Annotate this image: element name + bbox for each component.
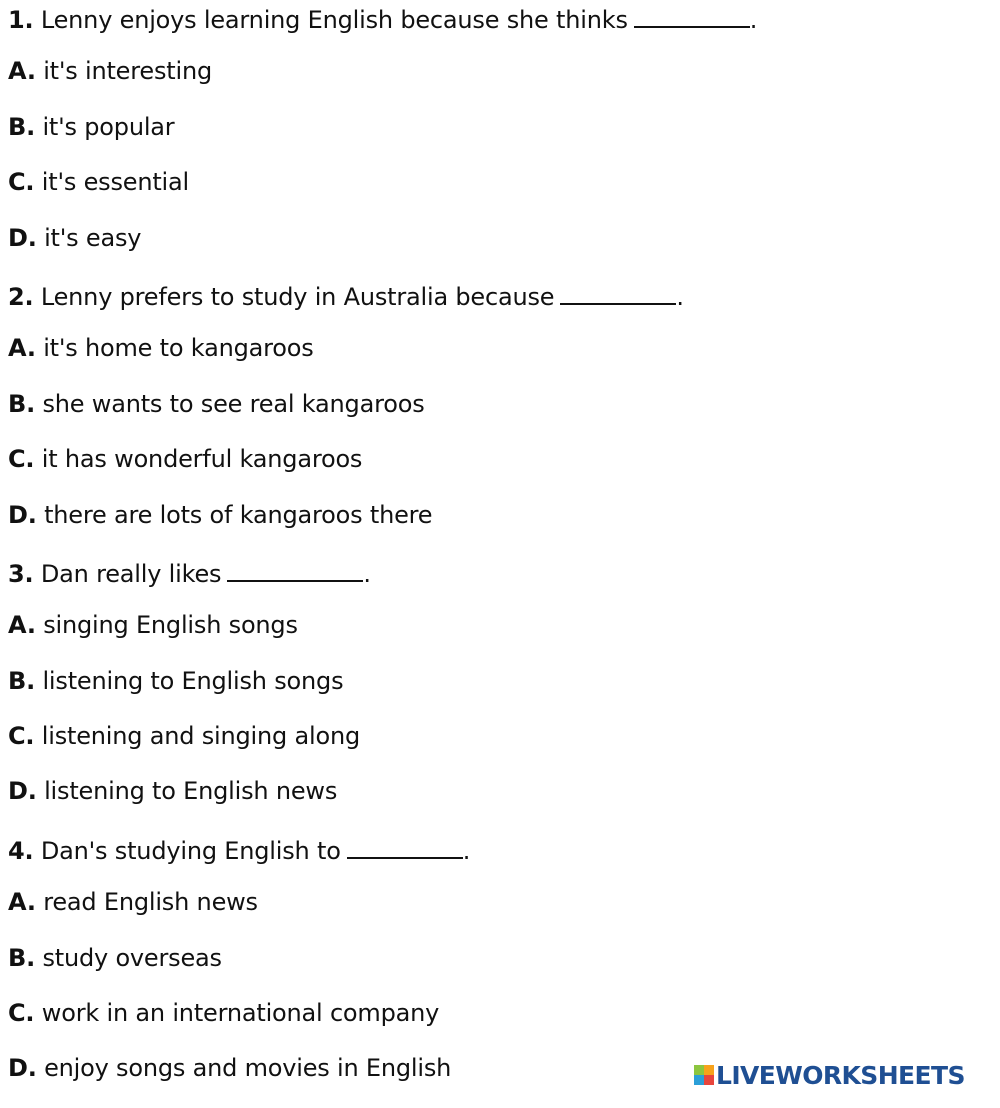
logo-square-blue <box>694 1075 704 1085</box>
option-letter: C. <box>8 168 35 197</box>
question-text: Lenny prefers to study in Australia because <box>40 282 555 311</box>
option-letter: B. <box>8 112 36 141</box>
option-2b[interactable] <box>8 388 968 443</box>
option-text: it's interesting <box>43 57 212 86</box>
option-text: it's easy <box>44 223 142 252</box>
logo-square-orange <box>704 1065 714 1075</box>
option-text: singing English songs <box>43 611 298 640</box>
option-letter: D. <box>8 777 37 806</box>
option-letter: B. <box>8 666 36 695</box>
option-text: work in an international company <box>41 999 440 1028</box>
option-3d[interactable] <box>8 775 968 830</box>
option-text: there are lots of kangaroos there <box>44 500 433 529</box>
question-end: . <box>363 559 371 588</box>
question-end: . <box>676 282 684 311</box>
worksheet <box>8 0 968 1108</box>
option-letter: C. <box>8 999 35 1028</box>
option-4b[interactable] <box>8 942 968 997</box>
answer-blank[interactable] <box>347 831 463 859</box>
option-text: it's popular <box>42 112 175 141</box>
option-1d[interactable] <box>8 222 968 277</box>
question-number: 2. <box>8 282 34 311</box>
option-text: read English news <box>43 888 258 917</box>
question-number: 1. <box>8 6 34 34</box>
logo-square-green <box>694 1065 704 1075</box>
question-3 <box>8 554 968 609</box>
question-end: . <box>462 836 471 865</box>
question-text: Dan's studying English to <box>40 836 341 865</box>
option-text: listening and singing along <box>41 722 360 751</box>
logo-square-red <box>704 1075 714 1085</box>
question-2 <box>8 277 968 332</box>
option-letter: B. <box>8 943 36 972</box>
question-number: 3. <box>8 559 34 588</box>
option-letter: B. <box>8 389 36 418</box>
option-text: listening to English news <box>44 777 338 806</box>
option-1c[interactable] <box>8 166 968 221</box>
option-letter: C. <box>8 722 35 751</box>
option-letter: C. <box>8 445 35 474</box>
option-letter: A. <box>8 57 36 86</box>
option-2d[interactable] <box>8 499 968 554</box>
option-letter: A. <box>8 334 36 363</box>
option-letter: A. <box>8 888 36 917</box>
option-letter: D. <box>8 500 37 529</box>
answer-blank[interactable] <box>634 0 750 28</box>
option-letter: D. <box>8 1054 37 1083</box>
option-text: listening to English songs <box>42 666 344 695</box>
option-1b[interactable] <box>8 111 968 166</box>
option-3c[interactable] <box>8 720 968 775</box>
question-text: Dan really likes <box>40 559 222 588</box>
liveworksheets-brand <box>694 1060 965 1090</box>
option-text: study overseas <box>42 943 222 972</box>
option-text: it has wonderful kangaroos <box>41 445 363 474</box>
option-3a[interactable] <box>8 609 968 664</box>
option-text: she wants to see real kangaroos <box>42 389 425 418</box>
question-4 <box>8 831 968 886</box>
question-1 <box>8 0 968 55</box>
option-3b[interactable] <box>8 665 968 720</box>
answer-blank[interactable] <box>560 277 676 305</box>
question-number: 4. <box>8 836 34 865</box>
option-letter: D. <box>8 223 37 252</box>
option-4a[interactable] <box>8 886 968 941</box>
brand-wordmark: LIVEWORKSHEETS <box>716 1060 965 1090</box>
answer-blank[interactable] <box>227 554 363 582</box>
option-text: it's home to kangaroos <box>43 334 314 363</box>
option-2c[interactable] <box>8 443 968 498</box>
liveworksheets-logo-icon <box>694 1065 714 1085</box>
question-text: Lenny enjoys learning English because she thinks <box>40 6 628 34</box>
option-2a[interactable] <box>8 332 968 387</box>
option-4c[interactable] <box>8 997 968 1052</box>
option-text: enjoy songs and movies in English <box>44 1054 452 1083</box>
question-end: . <box>749 6 758 34</box>
option-text: it's essential <box>41 168 189 197</box>
option-1a[interactable] <box>8 55 968 110</box>
option-letter: A. <box>8 611 36 640</box>
